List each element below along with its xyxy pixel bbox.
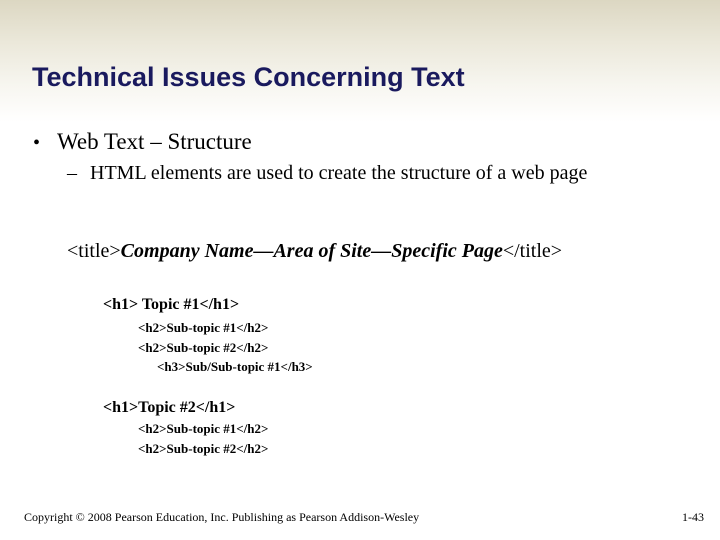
title-tag-content: Company Name—Area of Site—Specific Page [120, 240, 503, 262]
code-h1-topic-2: <h1>Topic #2</h1> [103, 399, 236, 416]
sub-bullet-html-elements [67, 161, 657, 185]
title-open-tag: <title> [67, 240, 121, 262]
sub-bullet-dash: – [67, 162, 77, 184]
sub-bullet-text: HTML elements are used to create the structure of a web page [90, 162, 588, 184]
title-background-band [0, 0, 720, 122]
code-h2-subtopic-1-b: <h2>Sub-topic #1</h2> [138, 421, 269, 436]
code-h1-topic-1: <h1> Topic #1</h1> [103, 296, 240, 313]
code-h2-subtopic-2-b: <h2>Sub-topic #2</h2> [138, 441, 269, 456]
code-h2-subtopic-2: <h2>Sub-topic #2</h2> [138, 340, 269, 355]
code-title-tag-line [67, 240, 562, 263]
title-close-tag: </title> [502, 240, 563, 262]
slide-title: Technical Issues Concerning Text [32, 62, 465, 92]
footer-page-number: 1-43 [682, 510, 704, 524]
code-h3-subsubtopic-1: <h3>Sub/Sub-topic #1</h3> [157, 359, 313, 374]
bullet-text: Web Text – Structure [57, 129, 252, 154]
code-h2-subtopic-1: <h2>Sub-topic #1</h2> [138, 320, 269, 335]
footer-copyright: Copyright © 2008 Pearson Education, Inc. Publishing as Pearson Addison-Wesley [24, 510, 420, 524]
bullet-dot: • [33, 132, 41, 154]
bullet-web-text-structure [33, 129, 252, 155]
